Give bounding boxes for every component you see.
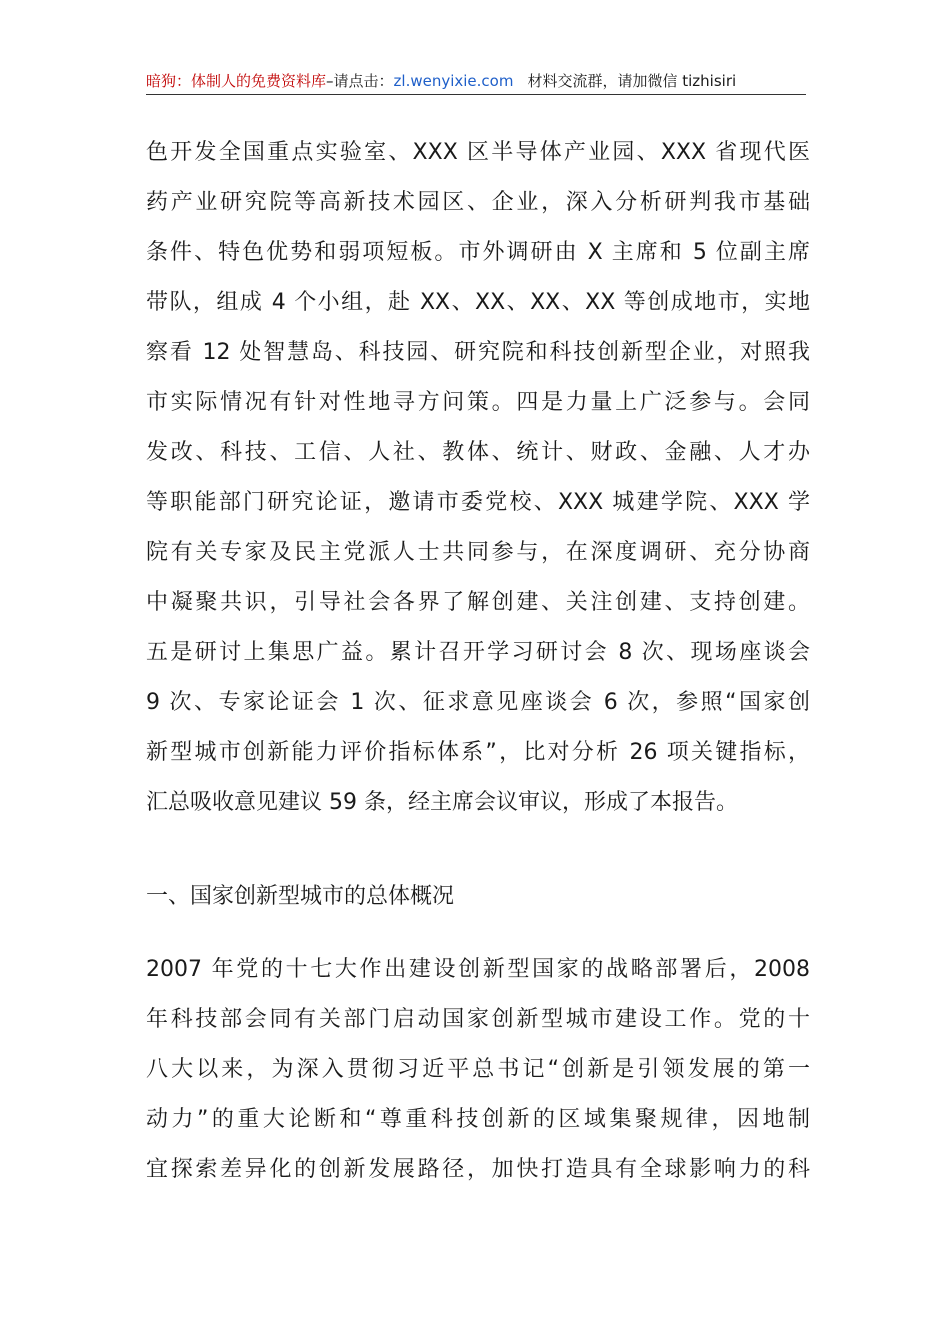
paragraph-line: 色开发全国重点实验室、XXX 区半导体产业园、XXX 省现代医 bbox=[146, 140, 810, 165]
page-header bbox=[146, 68, 806, 94]
paragraph-line: 2007 年党的十七大作出建设创新型国家的战略部署后，2008 bbox=[146, 957, 810, 982]
header-brand: 暗狗：体制人的免费资料库 bbox=[146, 72, 327, 90]
paragraph-line: 察看 12 处智慧岛、科技园、研究院和科技创新型企业，对照我 bbox=[146, 340, 810, 365]
paragraph-line: 9 次、专家论证会 1 次、征求意见座谈会 6 次，参照“国家创 bbox=[146, 690, 810, 715]
paragraph-line: 八大以来，为深入贯彻习近平总书记“创新是引领发展的第一 bbox=[146, 1057, 810, 1082]
header-prompt: –请点击： bbox=[326, 72, 394, 90]
paragraph-line: 市实际情况有针对性地寻方问策。四是力量上广泛参与。会同 bbox=[146, 390, 810, 415]
header-wechat-note: 材料交流群，请加微信 tizhisiri bbox=[527, 72, 737, 90]
paragraph-line: 药产业研究院等高新技术园区、企业，深入分析研判我市基础 bbox=[146, 190, 810, 215]
paragraph-line: 新型城市创新能力评价指标体系”，比对分析 26 项关键指标， bbox=[146, 740, 810, 765]
header-link[interactable]: zl.wenyixie.com bbox=[393, 72, 514, 90]
body-paragraph-2 bbox=[146, 945, 810, 1195]
paragraph-line: 带队，组成 4 个小组，赴 XX、XX、XX、XX 等创成地市，实地 bbox=[146, 290, 810, 315]
paragraph-line: 发改、科技、工信、人社、教体、统计、财政、金融、人才办 bbox=[146, 440, 810, 465]
paragraph-line: 五是研讨上集思广益。累计召开学习研讨会 8 次、现场座谈会 bbox=[146, 640, 810, 665]
paragraph-line: 年科技部会同有关部门启动国家创新型城市建设工作。党的十 bbox=[146, 1007, 810, 1032]
section-heading: 一、国家创新型城市的总体概况 bbox=[146, 884, 455, 909]
paragraph-line: 条件、特色优势和弱项短板。市外调研由 X 主席和 5 位副主席 bbox=[146, 240, 810, 265]
paragraph-line: 中凝聚共识，引导社会各界了解创建、关注创建、支持创建。 bbox=[146, 590, 810, 615]
paragraph-line: 动力”的重大论断和“尊重科技创新的区域集聚规律，因地制 bbox=[146, 1107, 810, 1132]
paragraph-line: 宜探索差异化的创新发展路径，加快打造具有全球影响力的科 bbox=[146, 1157, 810, 1182]
header-divider bbox=[146, 94, 806, 95]
paragraph-line: 等职能部门研究论证，邀请市委党校、XXX 城建学院、XXX 学 bbox=[146, 490, 810, 515]
paragraph-line: 院有关专家及民主党派人士共同参与，在深度调研、充分协商 bbox=[146, 540, 810, 565]
paragraph-line: 汇总吸收意见建议 59 条，经主席会议审议，形成了本报告。 bbox=[146, 790, 738, 815]
body-paragraph-1 bbox=[146, 128, 810, 828]
